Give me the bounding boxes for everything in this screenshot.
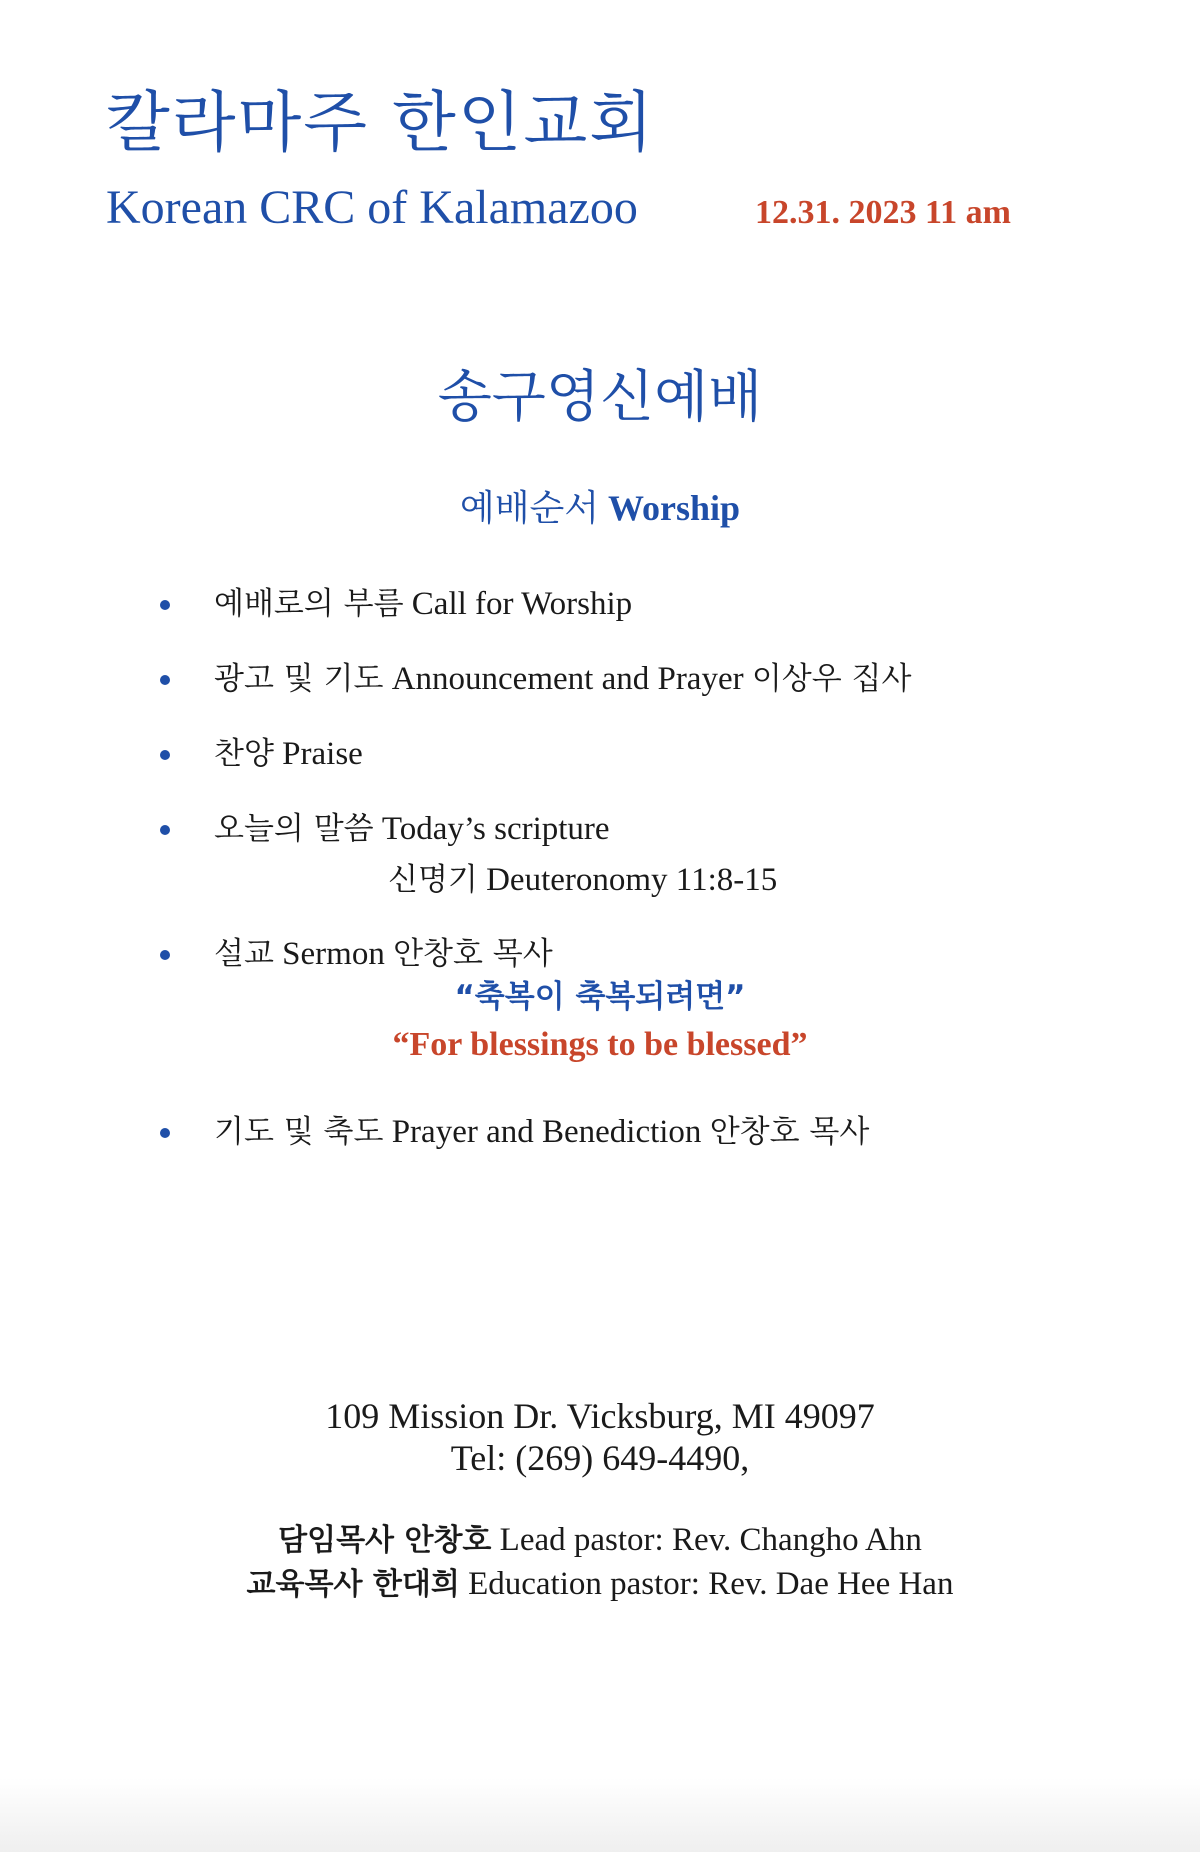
order-item-korean: 찬양: [214, 736, 274, 772]
education-pastor-english: Education pastor: Rev. Dae Hee Han: [468, 1566, 954, 1602]
order-item-scripture: [214, 813, 610, 846]
order-item-english: Announcement and Prayer: [391, 661, 744, 697]
order-item-korean: 광고 및 기도: [214, 661, 384, 697]
order-of-worship-heading: [0, 490, 1200, 527]
scripture-book-korean: 신명기: [388, 862, 478, 898]
order-item-korean: 설교: [214, 936, 274, 972]
lead-pastor-english: Lead pastor: Rev. Changho Ahn: [499, 1522, 922, 1558]
bullet-icon: [160, 950, 170, 960]
lead-pastor-line: [0, 1524, 1200, 1557]
order-item-prayer-benediction: [214, 1116, 869, 1149]
order-heading-korean: 예배순서: [459, 488, 600, 529]
order-item-korean: 기도 및 축도: [214, 1114, 384, 1150]
order-item-english: Prayer and Benediction: [391, 1114, 702, 1150]
order-item-announcement-prayer: [214, 663, 911, 696]
church-telephone: Tel: (269) 649-4490,: [450, 1438, 750, 1478]
order-item-leader: 안창호 목사: [393, 936, 553, 972]
service-title: 송구영신예배: [437, 365, 763, 430]
scripture-reference-english: Deuteronomy 11:8-15: [486, 862, 778, 898]
service-datetime: 12.31. 2023 11 am: [755, 194, 1011, 231]
education-pastor-line: [0, 1568, 1200, 1601]
order-item-english: Today’s scripture: [381, 811, 610, 847]
order-item-english: Call for Worship: [411, 586, 633, 622]
order-heading-english: Worship: [608, 488, 741, 528]
order-item-sermon: [214, 938, 553, 971]
church-address: 109 Mission Dr. Vicksburg, MI 49097: [325, 1396, 875, 1436]
order-item-call-to-worship: [214, 588, 632, 621]
church-name-english: Korean CRC of Kalamazoo: [106, 181, 638, 234]
order-item-korean: 오늘의 말씀: [214, 811, 374, 847]
order-item-english: Sermon: [282, 936, 385, 972]
church-name-korean: 칼라마주 한인교회: [106, 84, 656, 161]
scripture-reference: [388, 864, 777, 897]
bullet-icon: [160, 675, 170, 685]
bullet-icon: [160, 600, 170, 610]
sermon-title-english: “For blessings to be blessed”: [392, 1026, 808, 1063]
bullet-icon: [160, 750, 170, 760]
bullet-icon: [160, 1128, 170, 1138]
order-item-praise: [214, 738, 363, 771]
sermon-title-korean: “축복이 축복되려면”: [454, 979, 746, 1015]
order-item-leader: 이상우 집사: [751, 661, 912, 697]
lead-pastor-korean: 담임목사 안창호: [278, 1523, 492, 1558]
education-pastor-korean: 교육목사 한대희: [246, 1567, 460, 1602]
order-item-leader: 안창호 목사: [709, 1114, 870, 1150]
order-item-english: Praise: [282, 736, 363, 772]
bullet-icon: [160, 825, 170, 835]
order-item-korean: 예배로의 부름: [214, 586, 404, 622]
